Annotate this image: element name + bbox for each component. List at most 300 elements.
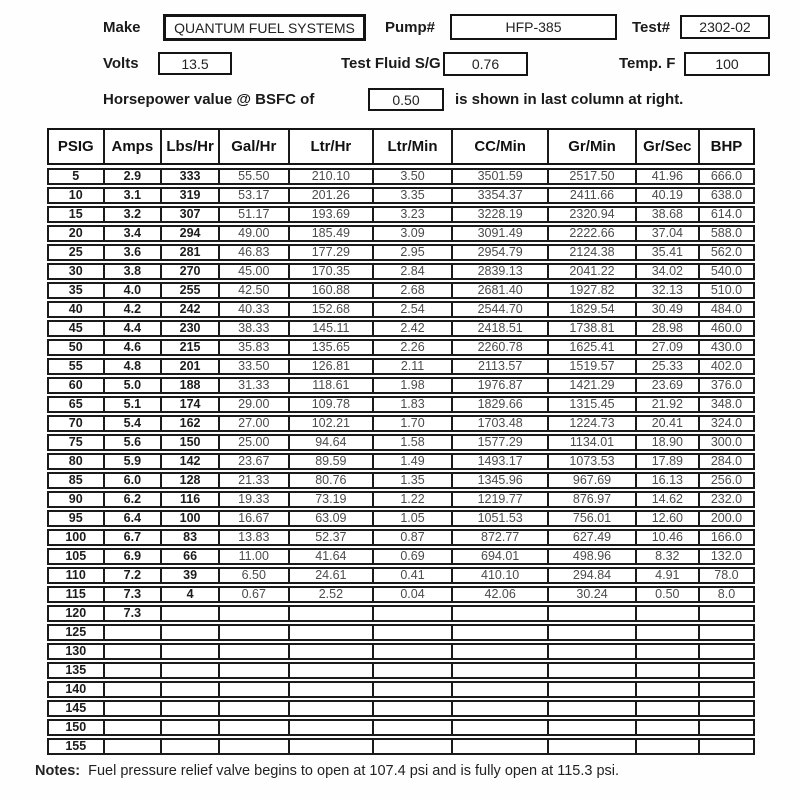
table-cell: 0.87: [372, 531, 451, 544]
table-cell: 510.0: [698, 284, 753, 297]
table-cell: 145: [65, 702, 87, 715]
table-row: [47, 396, 755, 413]
table-cell: 562.0: [698, 246, 753, 259]
table-row: [47, 206, 755, 223]
table-cell: 128: [160, 474, 218, 487]
table-cell: 2.68: [372, 284, 451, 297]
column-header-bhp: BHP: [698, 130, 753, 163]
table-cell: 19.33: [218, 493, 288, 506]
table-cell: 40: [68, 303, 83, 316]
table-cell: 200.0: [698, 512, 753, 525]
table-cell: 300.0: [698, 436, 753, 449]
table-cell: 2418.51: [451, 322, 547, 335]
table-cell: 281: [160, 246, 218, 259]
table-cell: 100: [160, 512, 218, 525]
table-cell: 614.0: [698, 208, 753, 221]
table-cell: [103, 740, 161, 753]
table-cell: 132.0: [698, 550, 753, 563]
table-cell: 6.2: [103, 493, 161, 506]
table-cell: 588.0: [698, 227, 753, 240]
table-cell: 1625.41: [547, 341, 634, 354]
table-cell: 3.8: [103, 265, 161, 278]
table-cell: 201.26: [288, 189, 372, 202]
table-cell: 1829.66: [451, 398, 547, 411]
table-cell: [288, 607, 372, 620]
table-cell: 166.0: [698, 531, 753, 544]
table-cell: 170.35: [288, 265, 372, 278]
table-cell: 0.41: [372, 569, 451, 582]
table-cell: 3.50: [372, 170, 451, 183]
table-cell: 33.50: [218, 360, 288, 373]
table-cell: [288, 683, 372, 696]
table-cell: [372, 664, 451, 677]
table-cell: 666.0: [698, 170, 753, 183]
table-cell: 1.49: [372, 455, 451, 468]
table-cell: 1224.73: [547, 417, 634, 430]
table-cell: [698, 702, 753, 715]
table-cell: 37.04: [635, 227, 698, 240]
table-row: [47, 339, 755, 356]
table-cell: [160, 740, 218, 753]
table-cell: 876.97: [547, 493, 634, 506]
table-cell: 230: [160, 322, 218, 335]
make-label: Make: [103, 19, 141, 36]
table-cell: 80: [68, 455, 83, 468]
table-cell: 55: [68, 360, 83, 373]
table-cell: [103, 721, 161, 734]
table-cell: 7.2: [103, 569, 161, 582]
table-cell: 1738.81: [547, 322, 634, 335]
table-cell: 4.2: [103, 303, 161, 316]
table-cell: 10: [68, 189, 83, 202]
column-header-ltr-hr: Ltr/Hr: [288, 130, 372, 163]
table-cell: [451, 683, 547, 696]
table-cell: 0.67: [218, 588, 288, 601]
table-cell: 25.00: [218, 436, 288, 449]
table-cell: 2.95: [372, 246, 451, 259]
table-cell: [103, 683, 161, 696]
table-cell: 83: [160, 531, 218, 544]
table-cell: 242: [160, 303, 218, 316]
table-cell: [218, 740, 288, 753]
table-cell: 38.68: [635, 208, 698, 221]
table-header-row: [47, 128, 755, 165]
table-cell: 25: [68, 246, 83, 259]
column-header-gal-hr: Gal/Hr: [218, 130, 288, 163]
table-cell: 3228.19: [451, 208, 547, 221]
table-row: [47, 719, 755, 736]
table-row: [47, 168, 755, 185]
table-cell: 27.09: [635, 341, 698, 354]
table-cell: 110: [65, 569, 86, 582]
table-cell: 193.69: [288, 208, 372, 221]
table-row: [47, 187, 755, 204]
volts-value-box: [158, 52, 232, 75]
table-cell: 162: [160, 417, 218, 430]
table-cell: 55.50: [218, 170, 288, 183]
table-cell: 78.0: [698, 569, 753, 582]
table-cell: 6.50: [218, 569, 288, 582]
table-cell: 5.0: [103, 379, 161, 392]
table-cell: [547, 721, 634, 734]
table-cell: 2.84: [372, 265, 451, 278]
pump-test-table: [47, 128, 755, 757]
table-cell: 135: [65, 664, 87, 677]
table-cell: 2041.22: [547, 265, 634, 278]
table-cell: [547, 702, 634, 715]
table-cell: 1976.87: [451, 379, 547, 392]
table-cell: 126.81: [288, 360, 372, 373]
table-cell: 2681.40: [451, 284, 547, 297]
notes-label: Notes:: [35, 763, 81, 779]
temp-value-box: [684, 52, 770, 76]
table-cell: 30: [68, 265, 83, 278]
table-cell: 80.76: [288, 474, 372, 487]
table-cell: 3.4: [103, 227, 161, 240]
table-cell: 116: [160, 493, 218, 506]
table-cell: 17.89: [635, 455, 698, 468]
table-cell: 51.17: [218, 208, 288, 221]
table-cell: 498.96: [547, 550, 634, 563]
table-cell: [160, 607, 218, 620]
table-cell: [218, 683, 288, 696]
table-cell: 2222.66: [547, 227, 634, 240]
table-cell: 3.23: [372, 208, 451, 221]
table-cell: 2839.13: [451, 265, 547, 278]
table-cell: 185.49: [288, 227, 372, 240]
table-cell: 1.83: [372, 398, 451, 411]
table-cell: 90: [68, 493, 83, 506]
table-cell: 967.69: [547, 474, 634, 487]
bsfc-sentence-suffix: is shown in last column at right.: [455, 91, 684, 108]
table-cell: 5.6: [103, 436, 161, 449]
table-cell: [288, 645, 372, 658]
table-cell: [372, 645, 451, 658]
table-cell: 7.3: [103, 588, 161, 601]
table-cell: [698, 721, 753, 734]
table-cell: [103, 664, 161, 677]
test-number-label: Test#: [632, 19, 671, 36]
table-cell: 34.02: [635, 265, 698, 278]
table-cell: 145.11: [288, 322, 372, 335]
table-cell: [635, 702, 698, 715]
table-cell: 2.11: [372, 360, 451, 373]
table-cell: 20.41: [635, 417, 698, 430]
column-header-psig: PSIG: [57, 138, 94, 155]
table-cell: 0.69: [372, 550, 451, 563]
table-cell: 35.41: [635, 246, 698, 259]
table-cell: [218, 721, 288, 734]
table-cell: [160, 683, 218, 696]
volts-value: 13.5: [181, 55, 209, 72]
table-cell: [372, 683, 451, 696]
table-cell: [160, 721, 218, 734]
table-cell: 3354.37: [451, 189, 547, 202]
table-cell: 39: [160, 569, 218, 582]
table-cell: [451, 740, 547, 753]
table-cell: 410.10: [451, 569, 547, 582]
table-row: [47, 529, 755, 546]
table-cell: [635, 645, 698, 658]
table-cell: 4.91: [635, 569, 698, 582]
table-cell: 41.96: [635, 170, 698, 183]
table-cell: 2.42: [372, 322, 451, 335]
table-cell: [547, 626, 634, 639]
table-cell: 16.13: [635, 474, 698, 487]
table-cell: 95: [68, 512, 83, 525]
table-cell: 430.0: [698, 341, 753, 354]
table-cell: 38.33: [218, 322, 288, 335]
table-cell: 105: [65, 550, 87, 563]
table-cell: 1.22: [372, 493, 451, 506]
table-cell: 307: [160, 208, 218, 221]
table-cell: 89.59: [288, 455, 372, 468]
table-row: [47, 586, 755, 603]
table-cell: 756.01: [547, 512, 634, 525]
table-cell: 75: [68, 436, 83, 449]
table-cell: 35.83: [218, 341, 288, 354]
table-cell: 30.24: [547, 588, 634, 601]
table-cell: 32.13: [635, 284, 698, 297]
table-cell: 150: [160, 436, 218, 449]
table-cell: 1829.54: [547, 303, 634, 316]
table-row: [47, 567, 755, 584]
table-cell: 12.60: [635, 512, 698, 525]
table-row: [47, 377, 755, 394]
table-cell: 638.0: [698, 189, 753, 202]
table-cell: [372, 626, 451, 639]
table-cell: 40.33: [218, 303, 288, 316]
table-cell: 627.49: [547, 531, 634, 544]
table-cell: [698, 607, 753, 620]
table-cell: 3091.49: [451, 227, 547, 240]
column-header-lbs-hr: Lbs/Hr: [160, 130, 218, 163]
table-cell: [635, 664, 698, 677]
table-cell: 1051.53: [451, 512, 547, 525]
table-cell: [103, 702, 161, 715]
table-cell: 1493.17: [451, 455, 547, 468]
table-cell: [103, 626, 161, 639]
table-cell: 50: [68, 341, 83, 354]
pump-number-value-box: [450, 14, 617, 40]
column-header-cc-min: CC/Min: [451, 130, 547, 163]
table-cell: [635, 626, 698, 639]
table-cell: [218, 645, 288, 658]
bsfc-sentence-prefix: Horsepower value @ BSFC of: [103, 91, 315, 108]
table-cell: 27.00: [218, 417, 288, 430]
column-header-amps: Amps: [103, 130, 161, 163]
column-header-gr-sec: Gr/Sec: [635, 130, 698, 163]
table-cell: 2517.50: [547, 170, 634, 183]
table-cell: 6.4: [103, 512, 161, 525]
table-cell: 25.33: [635, 360, 698, 373]
bsfc-value-box: [368, 88, 444, 111]
table-cell: 294.84: [547, 569, 634, 582]
table-cell: 484.0: [698, 303, 753, 316]
table-cell: 3.2: [103, 208, 161, 221]
table-row: [47, 358, 755, 375]
table-cell: 16.67: [218, 512, 288, 525]
table-cell: [547, 645, 634, 658]
table-cell: 5.9: [103, 455, 161, 468]
table-cell: 402.0: [698, 360, 753, 373]
table-cell: [160, 645, 218, 658]
table-row: [47, 415, 755, 432]
table-cell: 28.98: [635, 322, 698, 335]
table-cell: [160, 702, 218, 715]
table-cell: 1703.48: [451, 417, 547, 430]
notes-line: [35, 763, 619, 779]
table-cell: [547, 740, 634, 753]
table-cell: 14.62: [635, 493, 698, 506]
table-cell: [218, 702, 288, 715]
volts-label: Volts: [103, 55, 139, 72]
table-cell: 1219.77: [451, 493, 547, 506]
table-cell: 174: [160, 398, 218, 411]
table-cell: 7.3: [103, 607, 161, 620]
table-cell: 210.10: [288, 170, 372, 183]
table-cell: 3.1: [103, 189, 161, 202]
table-cell: 2124.38: [547, 246, 634, 259]
table-cell: 2.54: [372, 303, 451, 316]
table-cell: 66: [160, 550, 218, 563]
table-row: [47, 472, 755, 489]
table-row: [47, 510, 755, 527]
table-cell: 348.0: [698, 398, 753, 411]
table-cell: [451, 721, 547, 734]
temp-label: Temp. F: [619, 55, 676, 72]
table-cell: 29.00: [218, 398, 288, 411]
table-cell: 232.0: [698, 493, 753, 506]
table-cell: [372, 702, 451, 715]
table-row: [47, 263, 755, 280]
table-cell: 24.61: [288, 569, 372, 582]
table-cell: 53.17: [218, 189, 288, 202]
table-cell: 2954.79: [451, 246, 547, 259]
table-cell: 319: [160, 189, 218, 202]
table-cell: 49.00: [218, 227, 288, 240]
table-cell: 46.83: [218, 246, 288, 259]
table-cell: 201: [160, 360, 218, 373]
table-cell: 1519.57: [547, 360, 634, 373]
table-cell: [698, 683, 753, 696]
table-row: [47, 491, 755, 508]
table-cell: 540.0: [698, 265, 753, 278]
table-cell: [288, 721, 372, 734]
table-cell: 70: [68, 417, 83, 430]
table-cell: 5.4: [103, 417, 161, 430]
table-cell: [635, 683, 698, 696]
table-cell: [635, 721, 698, 734]
table-cell: 60: [68, 379, 83, 392]
table-cell: 2.9: [103, 170, 161, 183]
table-cell: 6.0: [103, 474, 161, 487]
table-cell: 215: [160, 341, 218, 354]
table-cell: 13.83: [218, 531, 288, 544]
table-cell: 41.64: [288, 550, 372, 563]
table-cell: [635, 740, 698, 753]
table-cell: [451, 607, 547, 620]
make-value-box: [163, 14, 366, 41]
pump-number-value: HFP-385: [505, 19, 562, 35]
table-row: [47, 662, 755, 679]
table-cell: 8.32: [635, 550, 698, 563]
table-cell: 6.9: [103, 550, 161, 563]
table-cell: 21.92: [635, 398, 698, 411]
test-fluid-sg-value-box: [443, 52, 528, 76]
table-cell: 294: [160, 227, 218, 240]
table-cell: 256.0: [698, 474, 753, 487]
table-cell: 2.52: [288, 588, 372, 601]
test-number-value: 2302-02: [699, 19, 751, 35]
table-cell: 85: [68, 474, 83, 487]
table-cell: 152.68: [288, 303, 372, 316]
table-cell: 23.69: [635, 379, 698, 392]
table-cell: 52.37: [288, 531, 372, 544]
table-cell: [218, 664, 288, 677]
table-cell: 270: [160, 265, 218, 278]
table-row: [47, 738, 755, 755]
table-row: [47, 681, 755, 698]
table-cell: 2320.94: [547, 208, 634, 221]
table-cell: 23.67: [218, 455, 288, 468]
table-cell: 255: [160, 284, 218, 297]
table-row: [47, 624, 755, 641]
table-cell: 1577.29: [451, 436, 547, 449]
table-cell: 142: [160, 455, 218, 468]
table-cell: 2544.70: [451, 303, 547, 316]
table-cell: 324.0: [698, 417, 753, 430]
table-cell: 177.29: [288, 246, 372, 259]
table-cell: 1345.96: [451, 474, 547, 487]
table-cell: 4.6: [103, 341, 161, 354]
table-row: [47, 548, 755, 565]
table-cell: [451, 664, 547, 677]
table-cell: 35: [68, 284, 83, 297]
table-cell: [547, 607, 634, 620]
table-cell: 3.6: [103, 246, 161, 259]
table-cell: 18.90: [635, 436, 698, 449]
table-cell: 1073.53: [547, 455, 634, 468]
table-cell: 376.0: [698, 379, 753, 392]
table-cell: 31.33: [218, 379, 288, 392]
table-cell: [635, 607, 698, 620]
table-cell: 2.26: [372, 341, 451, 354]
table-cell: 3501.59: [451, 170, 547, 183]
table-cell: 0.50: [635, 588, 698, 601]
table-row: [47, 244, 755, 261]
table-row: [47, 434, 755, 451]
test-fluid-sg-value: 0.76: [471, 56, 500, 72]
table-cell: 1.35: [372, 474, 451, 487]
table-cell: [698, 645, 753, 658]
table-cell: [288, 626, 372, 639]
table-cell: 120: [65, 607, 87, 620]
table-cell: 1315.45: [547, 398, 634, 411]
table-cell: [160, 626, 218, 639]
table-cell: 102.21: [288, 417, 372, 430]
table-cell: 4.0: [103, 284, 161, 297]
table-cell: [288, 702, 372, 715]
table-cell: 188: [160, 379, 218, 392]
temp-value: 100: [715, 56, 739, 72]
table-cell: [103, 645, 161, 658]
table-cell: [547, 664, 634, 677]
notes-text: Fuel pressure relief valve begins to open at 107.4 psi and is fully open at 115.3 psi.: [88, 763, 620, 779]
table-cell: 45: [68, 322, 83, 335]
table-cell: 65: [68, 398, 83, 411]
table-cell: 1927.82: [547, 284, 634, 297]
